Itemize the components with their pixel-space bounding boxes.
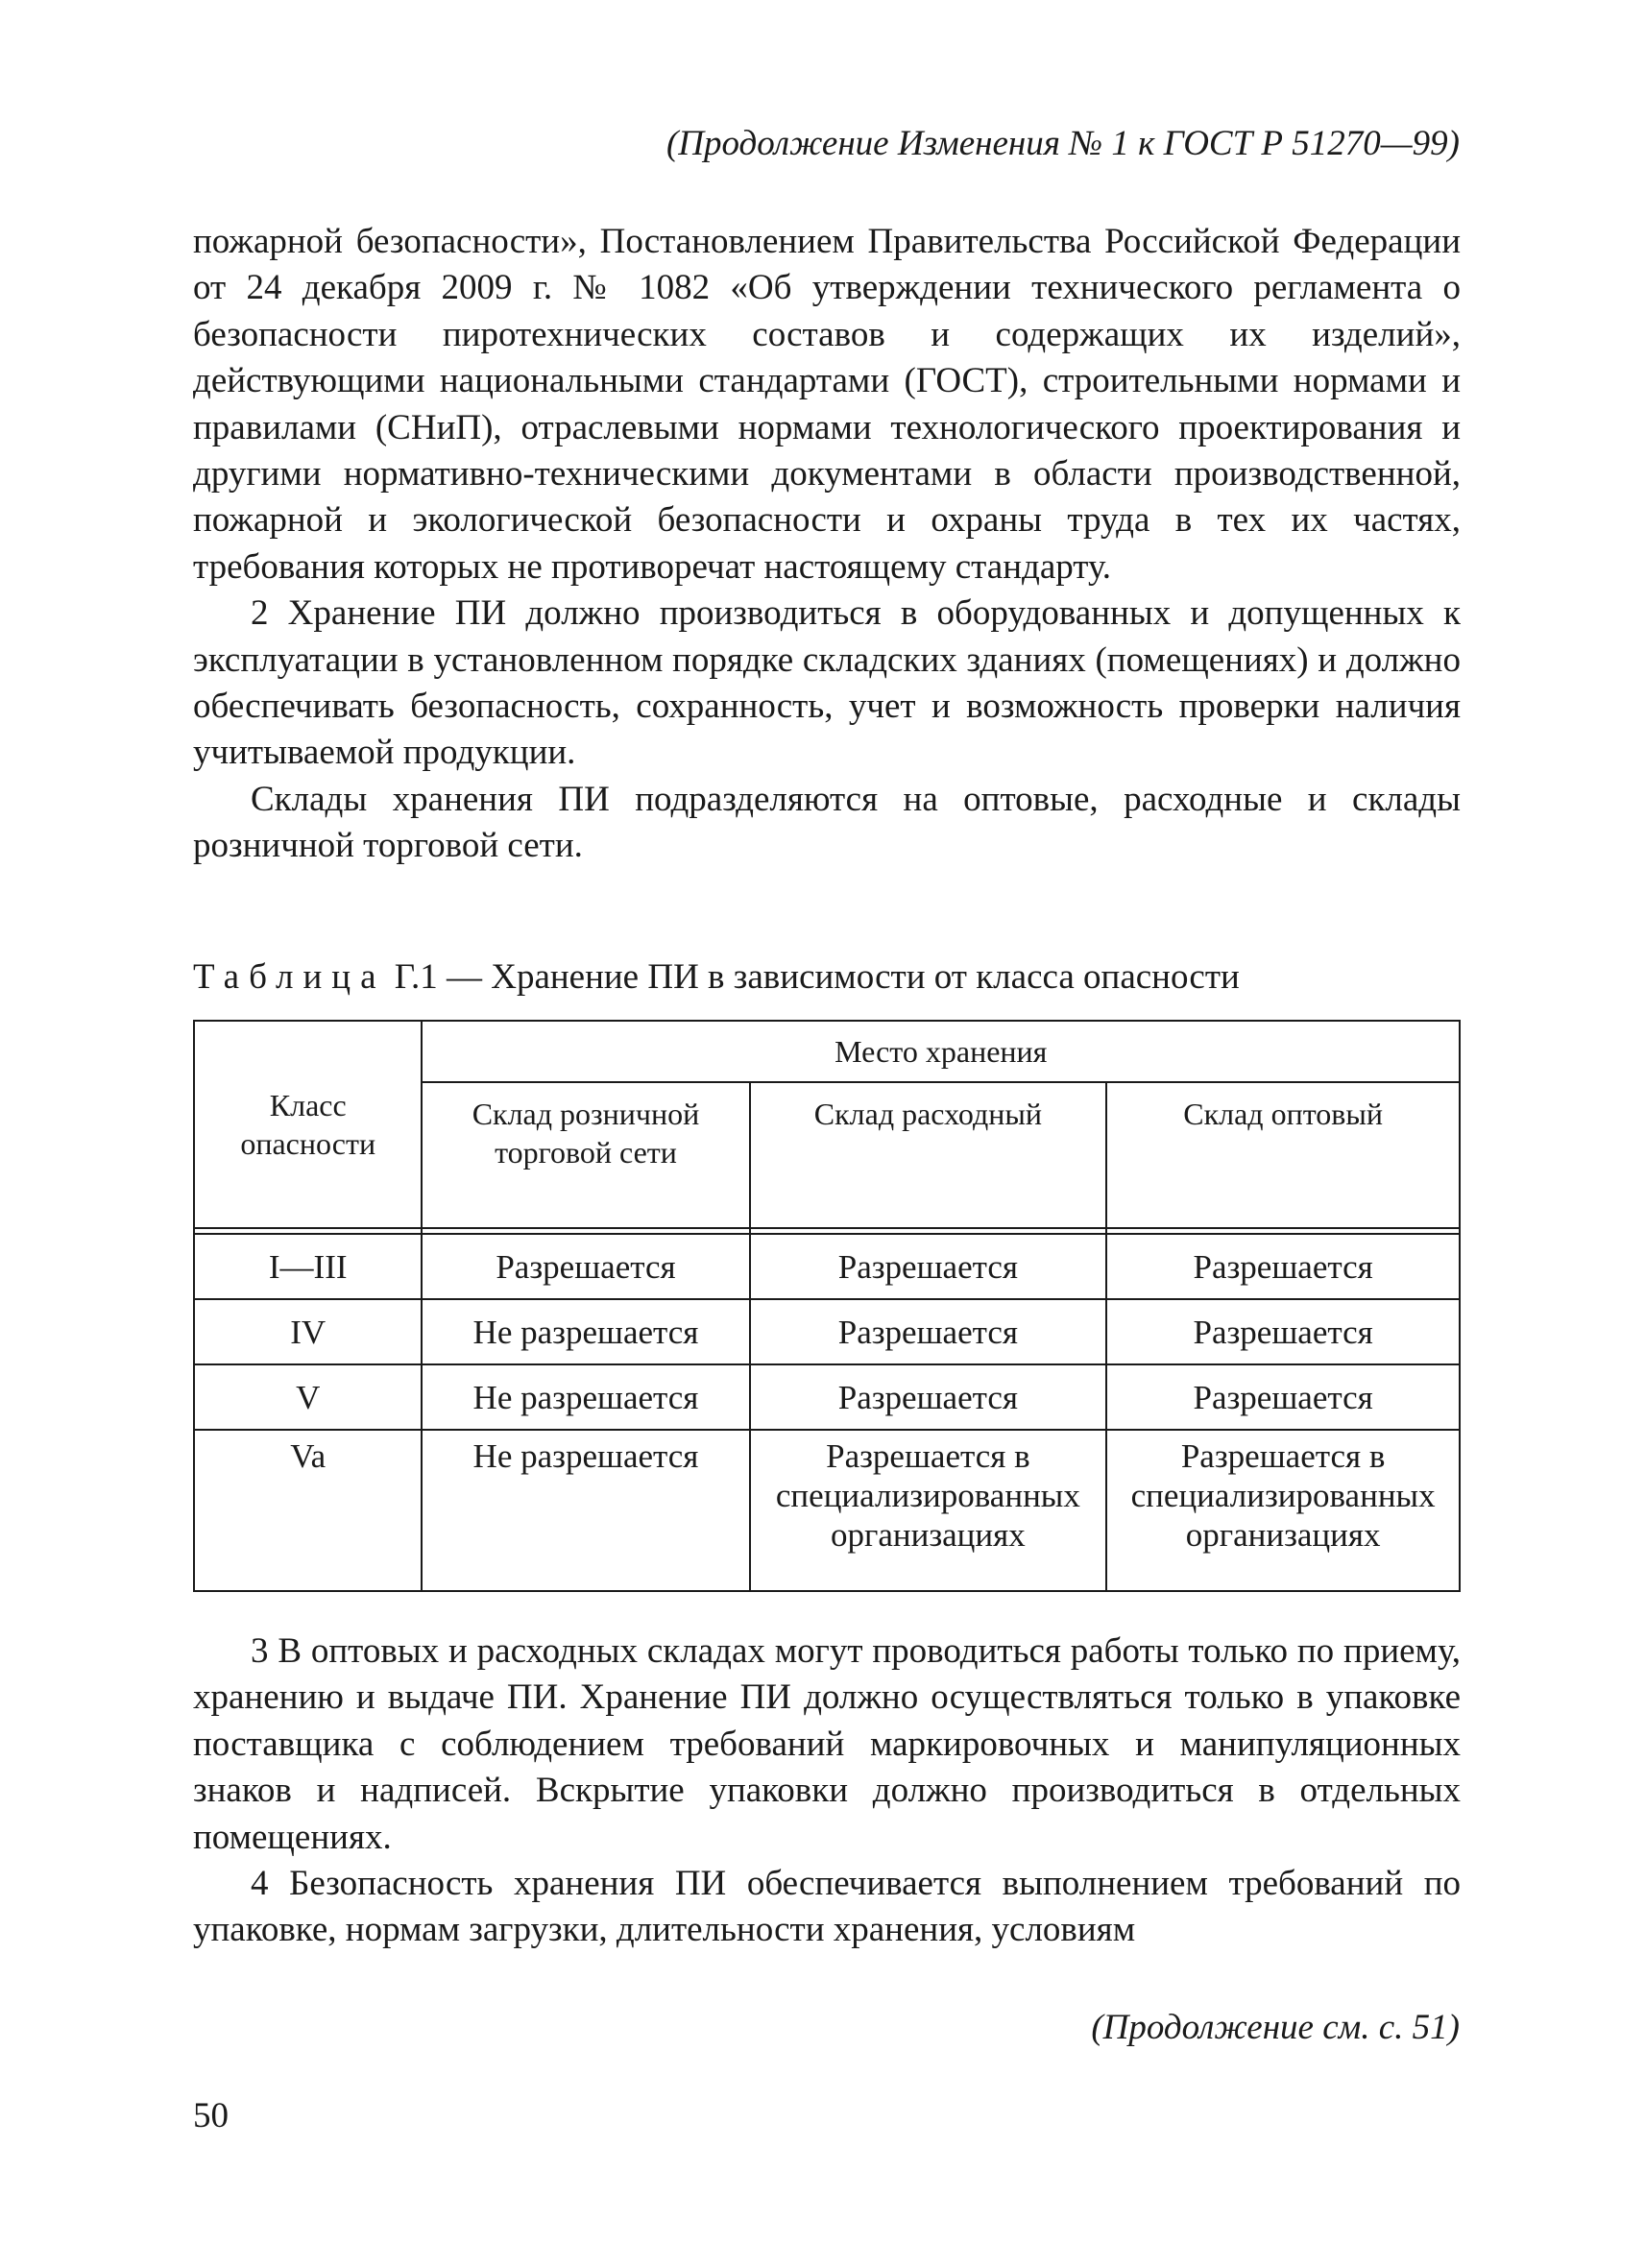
cell-wholesale: Разрешается <box>1106 1299 1460 1364</box>
table-caption-text: Г.1 — Хранение ПИ в зависимости от класса опасности <box>394 957 1240 997</box>
table-row <box>194 1299 1460 1364</box>
paragraph-item-3: 3 В оптовых и расходных складах могут проводиться работы только по приему, хранению и выдаче ПИ. Хранение ПИ должно осуществляться только в упаковке поставщика с соблюдением требований маркировочных и манипуляционных знаков и надписей. Вскрытие упаковки должно производиться в отдельных помещениях. <box>193 1631 1461 1857</box>
cell-consumable: Разрешается <box>750 1299 1107 1364</box>
cell-consumable: Разрешается в специализированных организациях <box>750 1430 1107 1591</box>
header-consumable-warehouse: Склад расходный <box>750 1082 1107 1228</box>
cell-consumable: Разрешается <box>750 1364 1107 1430</box>
cell-wholesale: Разрешается <box>1106 1364 1460 1430</box>
table-row <box>194 1364 1460 1430</box>
table-header-row <box>194 1021 1460 1082</box>
paragraph-item-4: 4 Безопасность хранения ПИ обеспечивается выполнением требований по упаковке, нормам загрузки, длительности хранения, условиям <box>193 1864 1461 1950</box>
running-header: (Продолжение Изменения № 1 к ГОСТ Р 51270—99) <box>665 124 1460 163</box>
cell-class: IV <box>194 1299 422 1364</box>
cell-retail: Не разрешается <box>422 1430 749 1591</box>
table-row <box>194 1430 1460 1591</box>
table-caption-label: Таблица <box>193 957 386 997</box>
cell-wholesale: Разрешается в специализированных организациях <box>1106 1430 1460 1591</box>
cell-retail: Разрешается <box>422 1234 749 1299</box>
header-hazard-class: Класс опасности <box>194 1021 422 1228</box>
header-storage-place: Место хранения <box>422 1021 1460 1082</box>
cell-wholesale: Разрешается <box>1106 1234 1460 1299</box>
header-wholesale-warehouse: Склад оптовый <box>1106 1082 1460 1228</box>
cell-class: I—III <box>194 1234 422 1299</box>
paragraph-item-2: 2 Хранение ПИ должно производиться в оборудованных и допущенных к эксплуатации в установленном порядке складских зданиях (помещениях) и должно обеспечивать безопасность, сохранность, учет и возможность проверки наличия учитываемой продукции. <box>193 593 1461 773</box>
body-text-bottom <box>193 1629 1461 1954</box>
continuation-note: (Продолжение см. с. 51) <box>1091 2008 1460 2047</box>
table-caption <box>193 956 1240 998</box>
paragraph-continuation: пожарной безопасности», Постановлением Правительства Российской Федерации от 24 декабря 2009 г. № 1082 «Об утверждении технического регламента о безопасности пиротехнических составов и содержащих их изделий», действующими национальными стандартами (ГОСТ), строительными нормами и правилами (СНиП), отраслевыми нормами технологического проектирования и другими нормативно-техническими документами в области производственной, пожарной и экологической безопасности и охраны труда в тех их частях, требования которых не противоречат настоящему стандарту. <box>193 222 1461 587</box>
storage-table <box>193 1020 1461 1592</box>
body-text-top <box>193 219 1461 870</box>
header-retail-warehouse: Склад розничной торговой сети <box>422 1082 749 1228</box>
cell-class: Va <box>194 1430 422 1591</box>
cell-retail: Не разрешается <box>422 1299 749 1364</box>
cell-retail: Не разрешается <box>422 1364 749 1430</box>
cell-class: V <box>194 1364 422 1430</box>
table-row <box>194 1234 1460 1299</box>
cell-consumable: Разрешается <box>750 1234 1107 1299</box>
paragraph-warehouses: Склады хранения ПИ подразделяются на оптовые, расходные и склады розничной торговой сети. <box>193 779 1461 866</box>
page-number: 50 <box>193 2096 229 2135</box>
